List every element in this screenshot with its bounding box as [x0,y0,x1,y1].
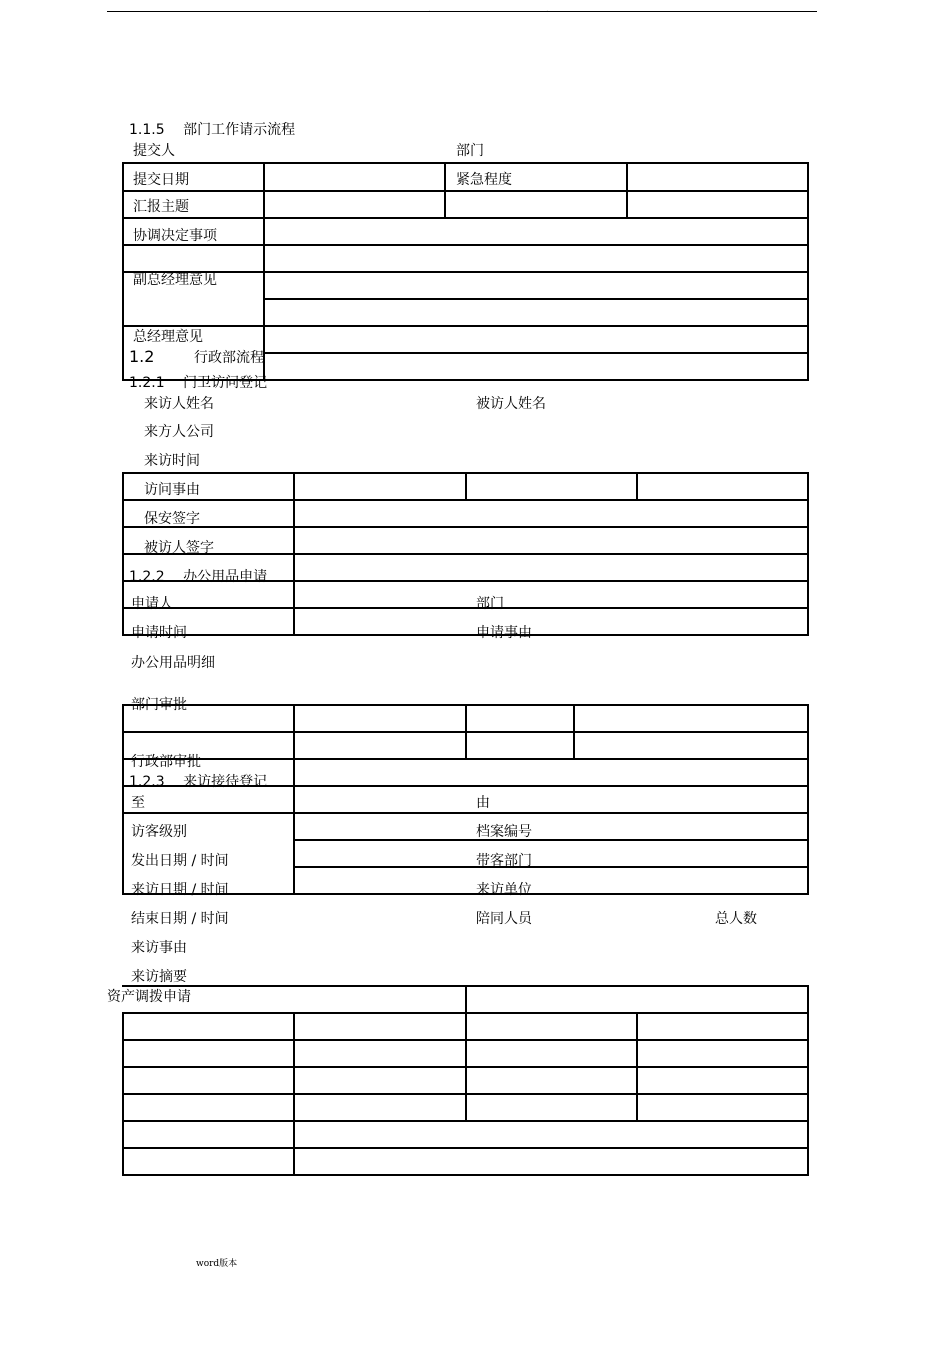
label-submitter: 提交人 [133,143,175,159]
label-companions: 陪同人员 [476,911,532,927]
label-urgency: 紧急程度 [456,172,512,188]
label-gm-opinion: 总经理意见 [133,329,203,345]
label-admin-approval: 行政部审批 [131,754,201,770]
label-visitor-level: 访客级别 [131,824,187,840]
label-supply-detail: 办公用品明细 [131,655,215,671]
label-visit-time: 来访时间 [144,453,200,469]
header-dots: . . [428,5,605,15]
section-heading-1-1-5: 1.1.5 部门工作请示流程 [129,122,296,138]
label-to: 至 [131,795,145,811]
label-decision: 协调决定事项 [133,228,217,244]
label-end-datetime: 结束日期 / 时间 [131,911,229,927]
label-from: 由 [476,795,490,811]
label-visitor-name: 来访人姓名 [144,396,214,412]
label-department: 部门 [456,143,484,159]
label-visit-summary: 来访摘要 [131,969,187,985]
section-title-1-2: 行政部流程 [194,350,264,366]
label-apply-time: 申请时间 [131,625,187,641]
label-visitor-company: 来方人公司 [144,424,214,440]
label-visit-reason-2: 来访事由 [131,940,187,956]
section-heading-1-2-2: 1.2.2 办公用品申请 [129,569,268,585]
label-host-dept: 带客部门 [476,853,532,869]
label-visited-sign: 被访人签字 [144,540,214,556]
label-visited-name: 被访人姓名 [476,396,546,412]
section-heading-1-2-1: 1.2.1 门卫访问登记 [129,375,268,391]
section-heading-1-2-3: 1.2.3 来访接待登记 [129,774,268,790]
label-apply-reason: 申请事由 [476,625,532,641]
label-visit-reason: 访问事由 [144,482,200,498]
section-number-1-2: 1.2 [129,347,155,366]
label-arrive-datetime: 来访日期 / 时间 [131,882,229,898]
label-file-no: 档案编号 [476,824,532,840]
label-topic: 汇报主题 [133,199,189,215]
label-applicant: 申请人 [131,596,173,612]
label-guard-sign: 保安签字 [144,511,200,527]
asset-transfer-title: 资产调拨申请 [107,989,191,1005]
footer-text: word版本 [196,1259,238,1269]
label-dept-approval: 部门审批 [131,697,187,713]
label-vp-opinion: 副总经理意见 [133,272,217,288]
label-submit-date: 提交日期 [133,172,189,188]
label-depart-datetime: 发出日期 / 时间 [131,853,229,869]
label-apply-department: 部门 [476,596,504,612]
label-total-people: 总人数 [715,911,757,927]
label-visitor-unit: 来访单位 [476,882,532,898]
